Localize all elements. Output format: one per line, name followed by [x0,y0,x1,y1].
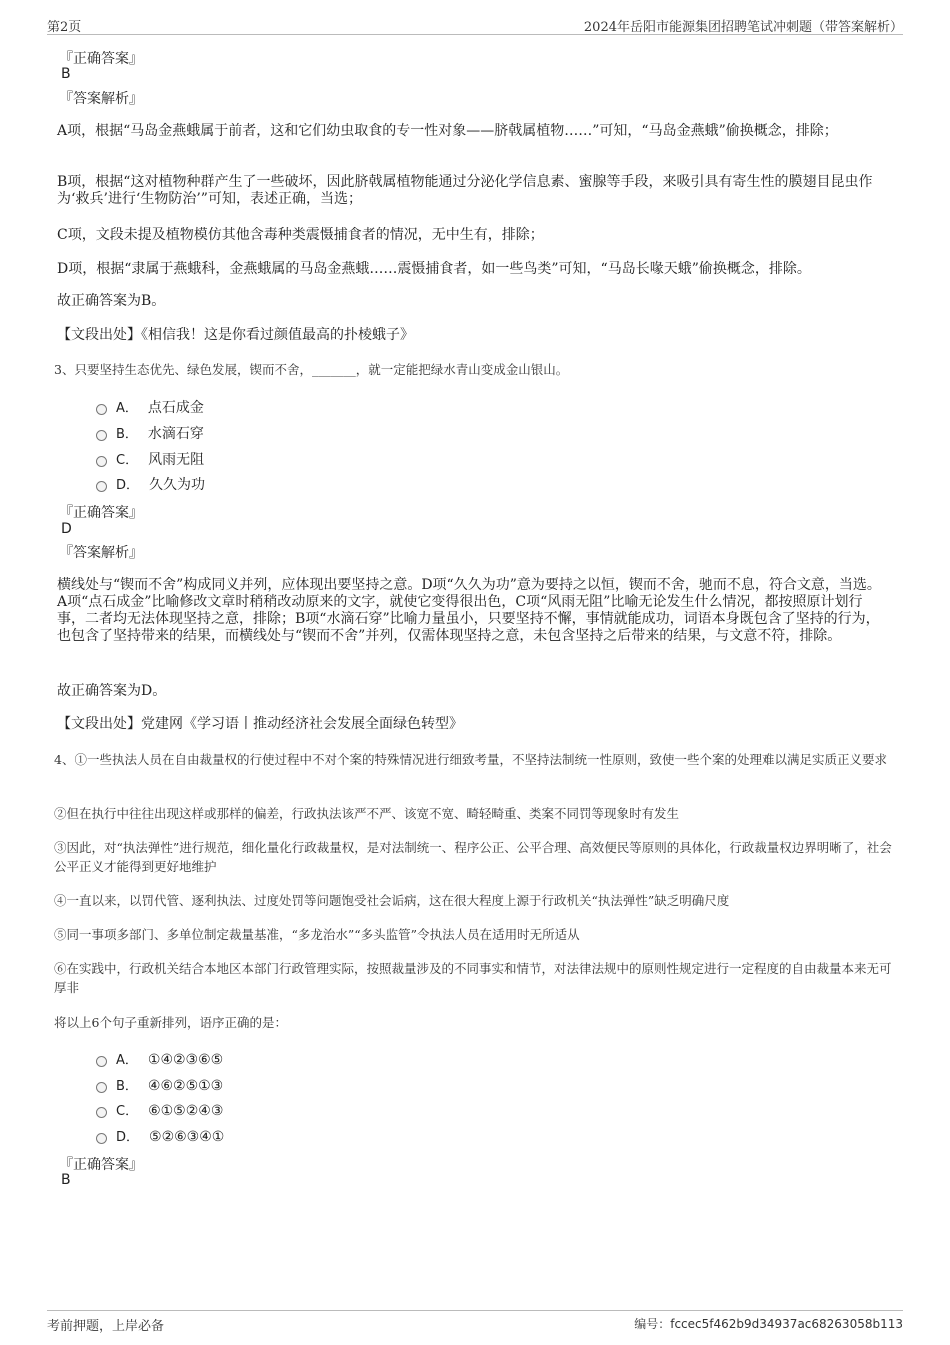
answer-label: 『正确答案』 [59,51,143,67]
q2-analysis-d: D项，根据“隶属于燕蛾科，金燕蛾属的马岛金燕蛾……震慑捕食者，如一些鸟类”可知，“马岛长喙天蛾”偷换概念，排除。 [57,261,811,277]
q4-sentence-6: ⑥在实践中，行政机关结合本地区本部门行政管理实际，按照裁量涉及的不同事实和情节，对法律法规中的原则性规定进行一定程度的自由裁量本来无可厚非 [54,961,892,995]
radio-icon[interactable] [96,456,107,467]
radio-icon[interactable] [96,1056,107,1067]
q2-analysis-b: B项，根据“这对植物种群产生了一些破坏，因此脐戟属植物能通过分泌化学信息素、蜜腺等手段，来吸引具有寄生性的膜翅目昆虫作为‘救兵’进行‘生物防治’”可知，表述正确，当选； [57,174,873,207]
q3-option-d[interactable]: D． 久久为功 [96,474,205,494]
answer-label: 『正确答案』 [59,1157,143,1173]
radio-icon[interactable] [96,1107,107,1118]
document-code: 编号：fccec5f462b9d34937ac68263058b113 [634,1317,903,1331]
radio-icon[interactable] [96,1082,107,1093]
analysis-label: 『答案解析』 [59,91,143,107]
q3-option-b[interactable]: B． 水滴石穿 [96,423,204,443]
q4-prompt: 将以上6个句子重新排列，语序正确的是： [54,1015,287,1030]
analysis-label: 『答案解析』 [59,545,143,561]
q4-sentence-4: ④一直以来，以罚代管、逐利执法、过度处罚等问题饱受社会诟病，这在很大程度上源于行政机关“执法弹性”缺乏明确尺度 [54,893,730,908]
q3-stem: 3、只要坚持生态优先、绿色发展，锲而不舍，_______，就一定能把绿水青山变成金山银山。 [54,362,569,377]
page-footer [47,1310,903,1335]
q2-analysis-c: C项，文段未提及植物模仿其他含毒种类震慑捕食者的情况，无中生有，排除； [57,227,544,243]
footer-slogan: 考前押题，上岸必备 [47,1319,165,1334]
q3-option-a[interactable]: A． 点石成金 [96,397,204,417]
q4-sentence-2: ②但在执行中往往出现这样或那样的偏差，行政执法该严不严、该宽不宽、畸轻畸重、类案不同罚等现象时有发生 [54,806,680,821]
q4-sentence-3: ③因此，对“执法弹性”进行规范，细化量化行政裁量权，是对法制统一、程序公正、公平合理、高效便民等原则的具体化，行政裁量权边界明晰了，社会公平正义才能得到更好地维护 [54,840,892,874]
q4-option-a[interactable]: A． ①④②③⑥⑤ [96,1049,223,1068]
q4-option-d[interactable]: D． ⑤②⑥③④① [96,1126,224,1145]
radio-icon[interactable] [96,481,107,492]
q2-analysis-a: A项，根据“马岛金燕蛾属于前者，这和它们幼虫取食的专一性对象——脐戟属植物……”可知，“马岛金燕蛾”偷换概念，排除； [57,123,838,139]
q4-option-c[interactable]: C． ⑥①⑤②④③ [96,1100,223,1119]
q2-source: 【文段出处】《相信我！这是你看过颜值最高的扑棱蛾子》 [57,327,414,343]
q4-option-b[interactable]: B． ④⑥②⑤①③ [96,1075,223,1094]
page-number: 第2页 [47,20,82,35]
q2-answer: B [61,66,71,82]
document-title: 2024年岳阳市能源集团招聘笔试冲刺题（带答案解析） [583,20,903,35]
q3-source: 【文段出处】党建网《学习语丨推动经济社会发展全面绿色转型》 [57,716,463,732]
q3-option-c[interactable]: C． 风雨无阻 [96,449,204,469]
q4-sentence-5: ⑤同一事项多部门、多单位制定裁量基准，“多龙治水”“多头监管”令执法人员在适用时无所适从 [54,927,580,942]
q2-conclusion: 故正确答案为B。 [57,293,166,309]
radio-icon[interactable] [96,404,107,415]
q3-answer: D [61,521,72,537]
radio-icon[interactable] [96,1133,107,1144]
answer-label: 『正确答案』 [59,505,143,521]
radio-icon[interactable] [96,430,107,441]
page-header [47,14,903,35]
q4-answer: B [61,1172,71,1188]
q4-sentence-1: 4、①一些执法人员在自由裁量权的行使过程中不对个案的特殊情况进行细致考量，不坚持法制统一性原则，致使一些个案的处理难以满足实质正义要求 [54,752,887,767]
q3-analysis: 横线处与“锲而不舍”构成同义并列，应体现出要坚持之意。D项“久久为功”意为要持之以恒，锲而不舍，驰而不息，符合文意，当选。A项“点石成金”比喻修改文章时稍稍改动原来的文字，就使它变得很出色，C项“风雨无阻”比喻无论发生什么情况，都按照原计划行事，二者均无法体现坚持之意，排除；B项“水滴石穿”比喻力量虽小，只要坚持不懈，事情就能成功，词语本身既包含了坚持的行为，也包含了坚持带来的结果，而横线处与“锲而不舍”并列，仅需体现坚持之意，未包含坚持之后带来的结果，与文意不符，排除。 [57,577,881,644]
q3-conclusion: 故正确答案为D。 [57,683,167,699]
